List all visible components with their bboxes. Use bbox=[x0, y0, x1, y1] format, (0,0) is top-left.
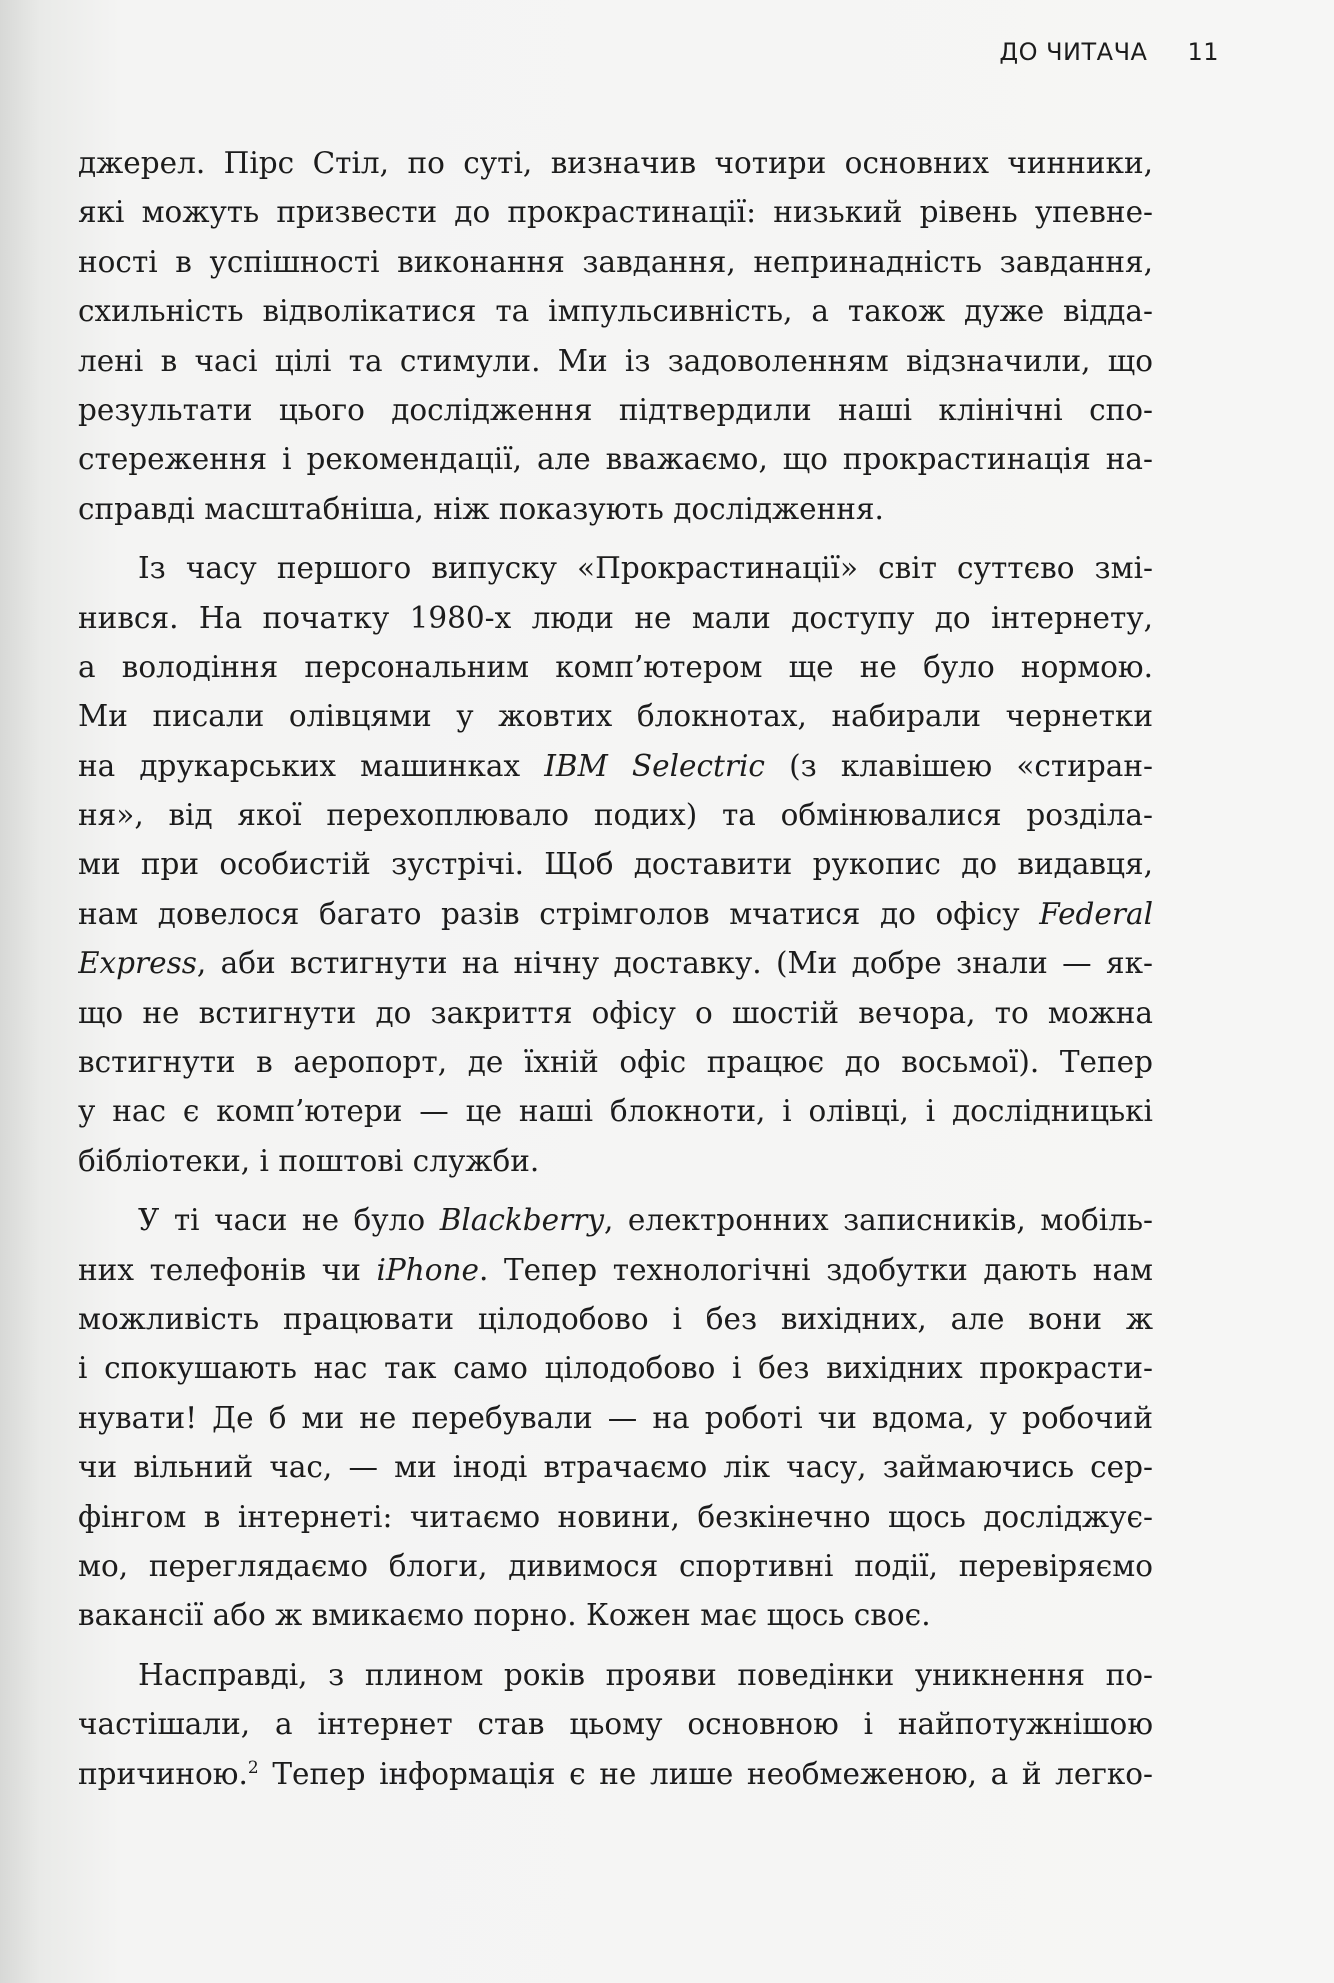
text-line: ми при особистій зустрічі. Щоб доставити рукопис до видавця, bbox=[78, 847, 1153, 882]
text-line: а володіння персональним комп’ютером ще не було нормою. bbox=[78, 649, 1153, 684]
text-line: джерел. Пірс Стіл, по суті, визначив чотири основних чинники, bbox=[78, 146, 1153, 180]
text-line bbox=[78, 1750, 1153, 1799]
text-line: справді масштабніша, ніж показують дослідження. bbox=[78, 491, 884, 526]
italic-term: Federal bbox=[1039, 896, 1153, 931]
text-line: ня», від якої перехоплювало подих) та обмінювалися розділа- bbox=[78, 798, 1153, 833]
text-line: схильність відволікатися та імпульсивність, а також дуже віддa- bbox=[78, 294, 1153, 329]
running-header bbox=[999, 38, 1219, 66]
text-run: на друкарських машинках bbox=[78, 748, 545, 783]
text-line: і спокушають нас так само цілодобово і без вихідних прокрасти- bbox=[78, 1351, 1153, 1386]
footnote-ref[interactable]: 2 bbox=[247, 1757, 259, 1778]
text-line: встигнути в аеропорт, де їхній офіс працює до восьмої). Тепер bbox=[78, 1045, 1153, 1080]
text-run: них телефонів чи bbox=[78, 1252, 377, 1287]
text-line: лені в часі цілі та стимули. Ми із задоволенням відзначили, що bbox=[78, 343, 1153, 378]
italic-term: iPhone bbox=[376, 1252, 480, 1287]
text-line: результати цього дослідження підтвердили наші клінічні спо- bbox=[78, 392, 1153, 427]
text-line bbox=[78, 742, 1153, 791]
text-line: вакансії або ж вмикаємо порно. Кожен має щось своє. bbox=[78, 1598, 931, 1633]
italic-term: Express bbox=[78, 946, 197, 981]
text-line: у нас є комп’ютери — це наші блокноти, і олівці, і дослідницькі bbox=[78, 1094, 1153, 1129]
text-line: мо, переглядаємо блоги, дивимося спортивні події, перевіряємо bbox=[78, 1548, 1153, 1583]
text-line: бібліотеки, і поштові служби. bbox=[78, 1143, 540, 1178]
section-title: ДО ЧИТАЧА bbox=[999, 38, 1148, 66]
text-line: Із часу першого випуску «Прокрастинації» світ суттєво змі- bbox=[138, 551, 1153, 586]
text-line: стереження і рекомендації, але вважаємо, що прокрастинація на- bbox=[78, 442, 1153, 477]
page-number: 11 bbox=[1187, 38, 1219, 66]
body-text bbox=[78, 139, 1153, 1799]
text-run: . Тепер технологічні здобутки дають нам bbox=[479, 1252, 1153, 1287]
text-line bbox=[78, 1246, 1153, 1295]
text-run: , аби встигнути на нічну доставку. (Ми добре знали — як- bbox=[196, 946, 1153, 981]
text-line: які можуть призвести до прокрастинації: низький рівень упевне- bbox=[78, 195, 1153, 230]
text-line bbox=[78, 939, 1153, 988]
italic-term: IBM Selectric bbox=[544, 748, 765, 783]
text-run: нам довелося багато разів стрімголов мчатися до офісу bbox=[78, 896, 1040, 931]
text-run: У ті часи не було bbox=[138, 1203, 440, 1238]
text-line: нився. На початку 1980-х люди не мали доступу до інтернету, bbox=[78, 600, 1153, 635]
text-line: що не встигнути до закриття офісу о шостій вечора, то можна bbox=[78, 995, 1153, 1030]
text-line: нувати! Де б ми не перебували — на роботі чи вдома, у робочий bbox=[78, 1400, 1153, 1435]
text-line: частішали, а інтернет став цьому основною і найпотужнішою bbox=[78, 1707, 1153, 1742]
text-run: (з клавішею «стиран- bbox=[764, 748, 1153, 783]
text-line: чи вільний час, — ми іноді втрачаємо лік часу, займаючись сер- bbox=[78, 1450, 1153, 1485]
text-line: можливість працювати цілодобово і без вихідних, але вони ж bbox=[78, 1301, 1153, 1336]
text-run: , електронних записників, мобіль- bbox=[604, 1203, 1153, 1238]
text-line bbox=[78, 1196, 1153, 1245]
italic-term: Blackberry bbox=[439, 1203, 604, 1238]
text-line bbox=[78, 890, 1153, 939]
text-line: Ми писали олівцями у жовтих блокнотах, набирали чернетки bbox=[78, 699, 1153, 734]
text-line: фінгом в інтернеті: читаємо новини, безкінечно щось досліджує- bbox=[78, 1499, 1153, 1534]
text-line: ності в успішності виконання завдання, непринадність завдання, bbox=[78, 244, 1153, 279]
text-run: Тепер інформація є не лише необмеженою, а й легко- bbox=[258, 1756, 1153, 1791]
text-run: причиною. bbox=[78, 1756, 248, 1791]
text-line: Насправді, з плином років прояви поведінки уникнення по- bbox=[138, 1657, 1153, 1692]
